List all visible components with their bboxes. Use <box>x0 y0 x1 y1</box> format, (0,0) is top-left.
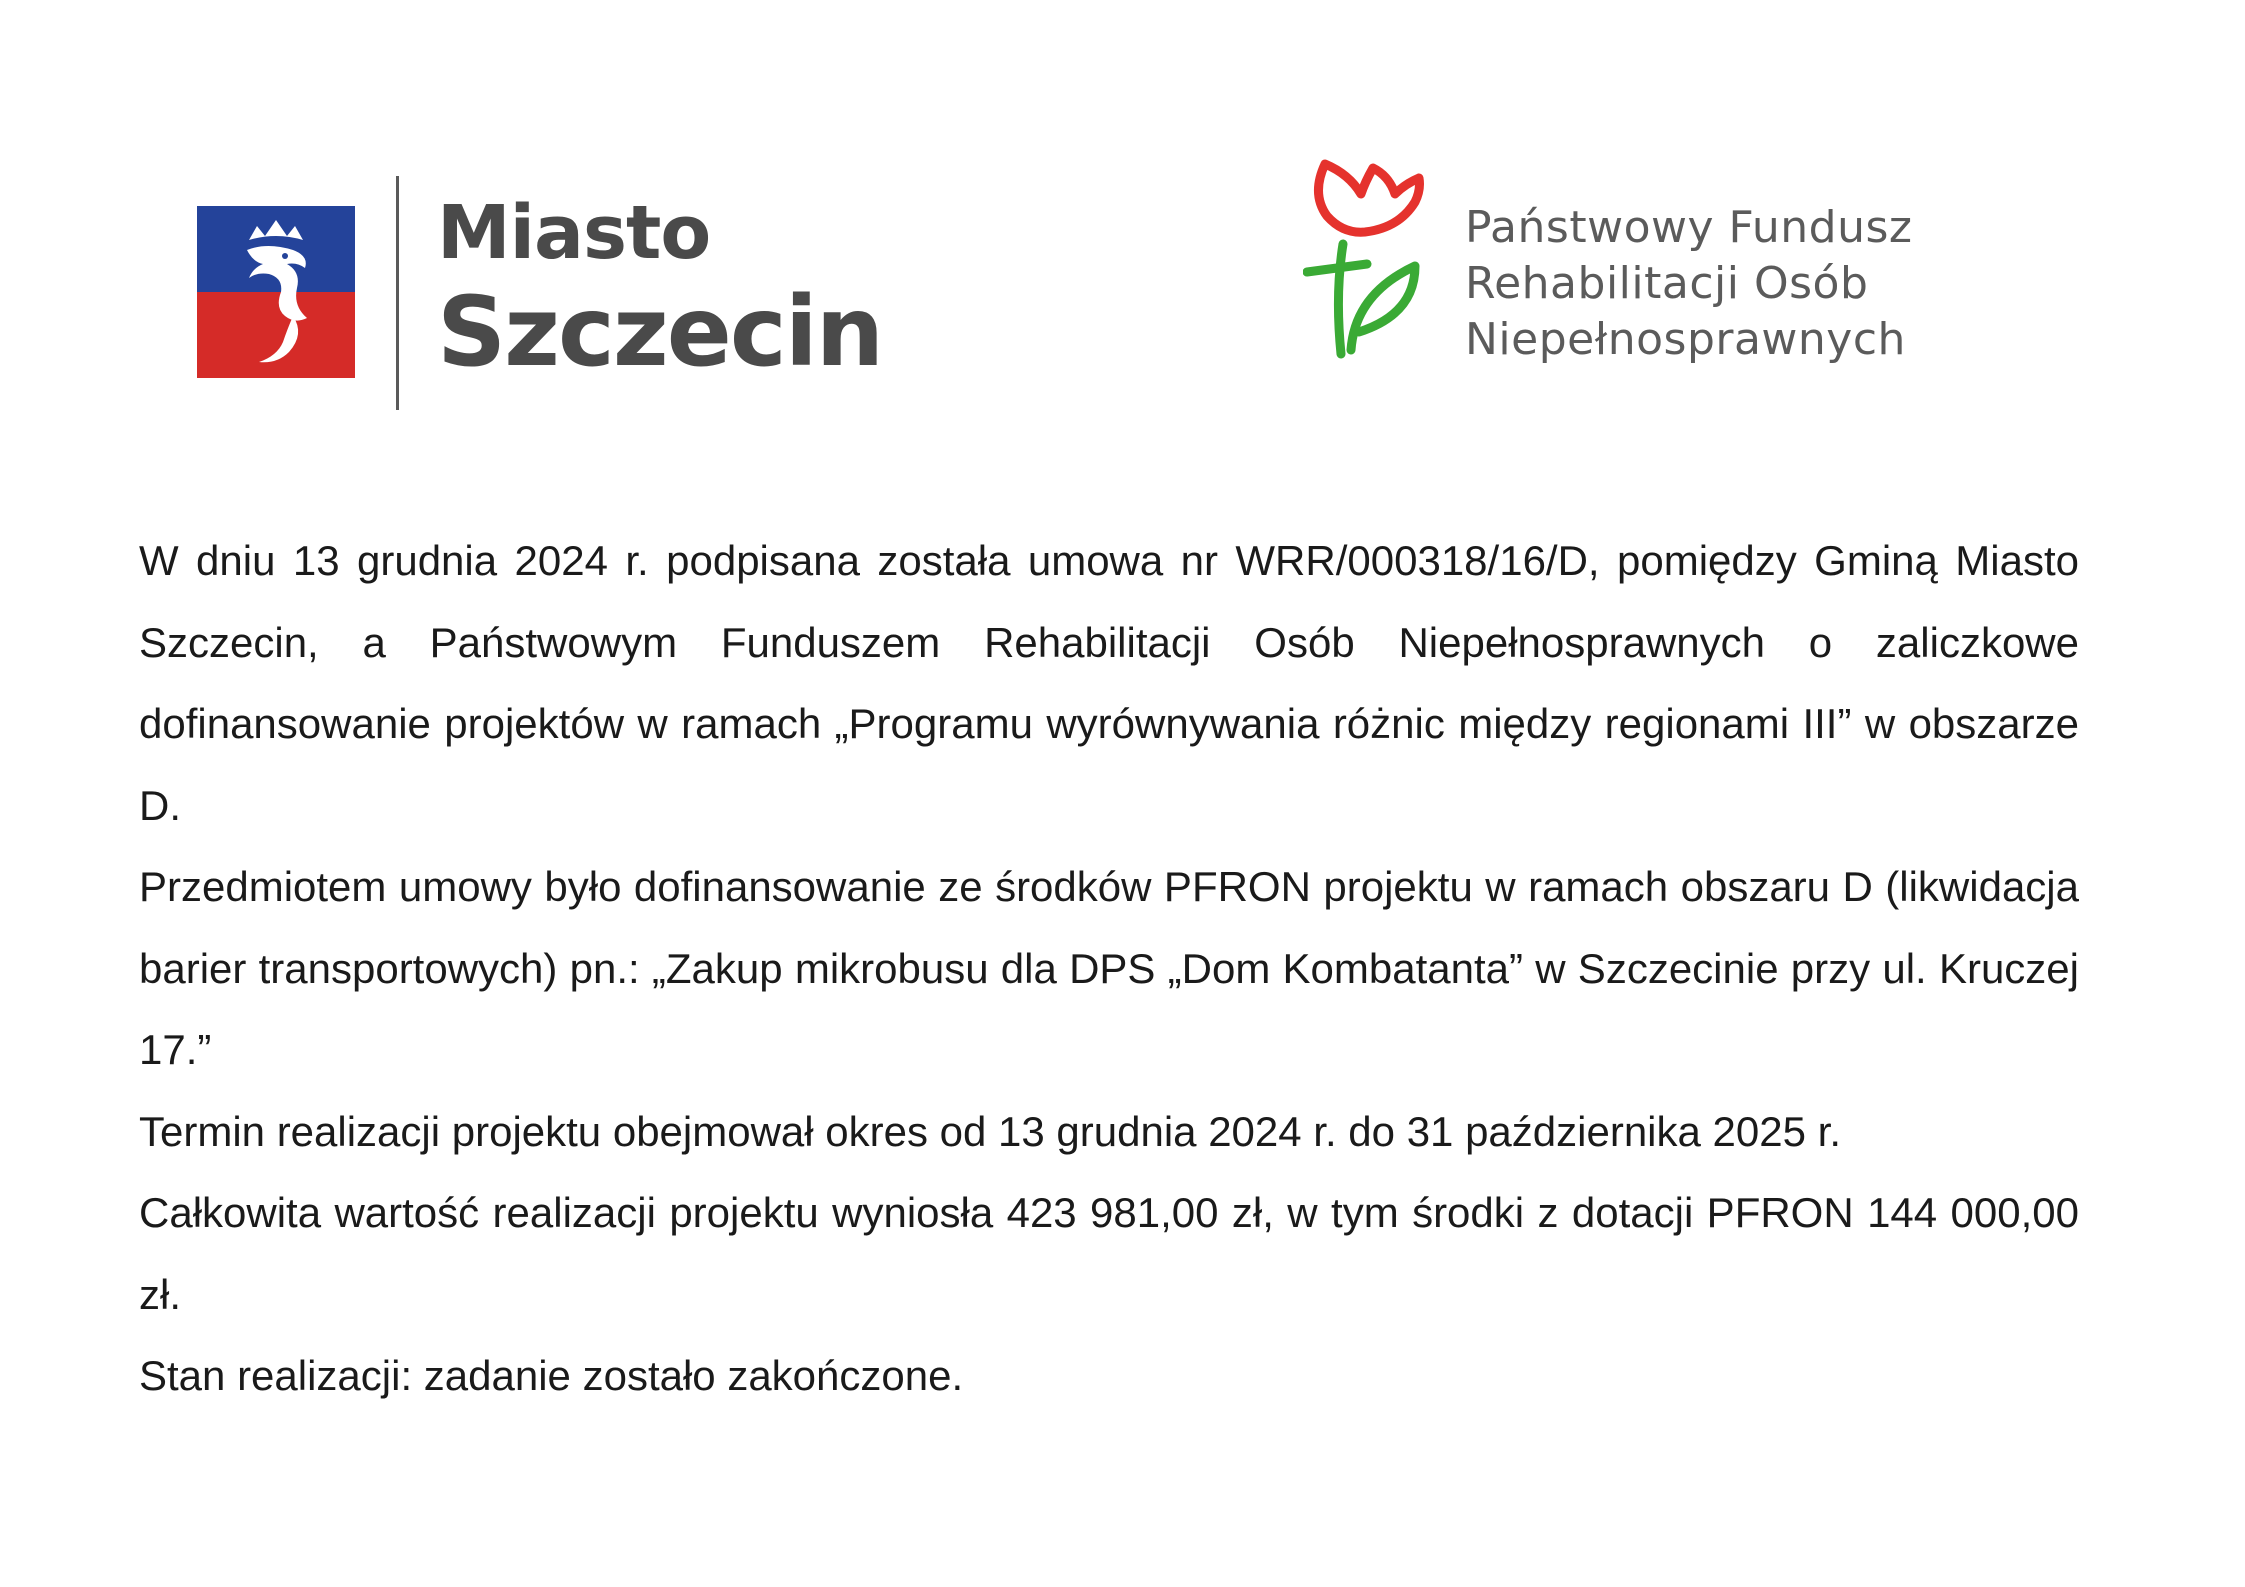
tulip-icon <box>1303 154 1433 366</box>
szczecin-logo <box>197 176 883 412</box>
pfron-logo-line2: Rehabilitacji Osób <box>1465 258 1869 309</box>
szczecin-logo-line1: Miasto <box>437 190 711 276</box>
szczecin-logo-line2: Szczecin <box>437 276 883 388</box>
value-paragraph: Całkowita wartość realizacji projektu wyniosła 423 981,00 zł, w tym środki z dotacji PFRON 144 000,00 zł. <box>139 1189 2079 1318</box>
logo-divider <box>396 176 399 410</box>
subject-paragraph: Przedmiotem umowy było dofinansowanie ze środków PFRON projektu w ramach obszaru D (likwidacja barier transportowych) pn.: „Zakup mikrobusu dla DPS „Dom Kombatanta” w Szczecinie przy ul. Kruczej 17.” <box>139 863 2079 1073</box>
pfron-logo-line1: Państwowy Fundusz <box>1465 202 1913 253</box>
announcement-body <box>139 520 2079 1417</box>
contract-paragraph: W dniu 13 grudnia 2024 r. podpisana została umowa nr WRR/000318/16/D, pomiędzy Gminą Miasto Szczecin, a Państwowym Funduszem Rehabilitacji Osób Niepełnosprawnych o zaliczkowe dofinansowanie projektów w ramach „Programu wyrównywania różnic między regionami III” w obszarze D. <box>139 537 2079 829</box>
szczecin-logo-text <box>437 190 883 388</box>
pfron-logo <box>1303 150 2023 370</box>
pfron-logo-text <box>1465 200 1913 368</box>
pfron-logo-line3: Niepełnosprawnych <box>1465 314 1906 365</box>
szczecin-emblem-icon <box>197 206 355 378</box>
status-paragraph: Stan realizacji: zadanie zostało zakończone. <box>139 1352 964 1399</box>
timeline-paragraph: Termin realizacji projektu obejmował okres od 13 grudnia 2024 r. do 31 października 2025 r. <box>139 1107 1841 1155</box>
